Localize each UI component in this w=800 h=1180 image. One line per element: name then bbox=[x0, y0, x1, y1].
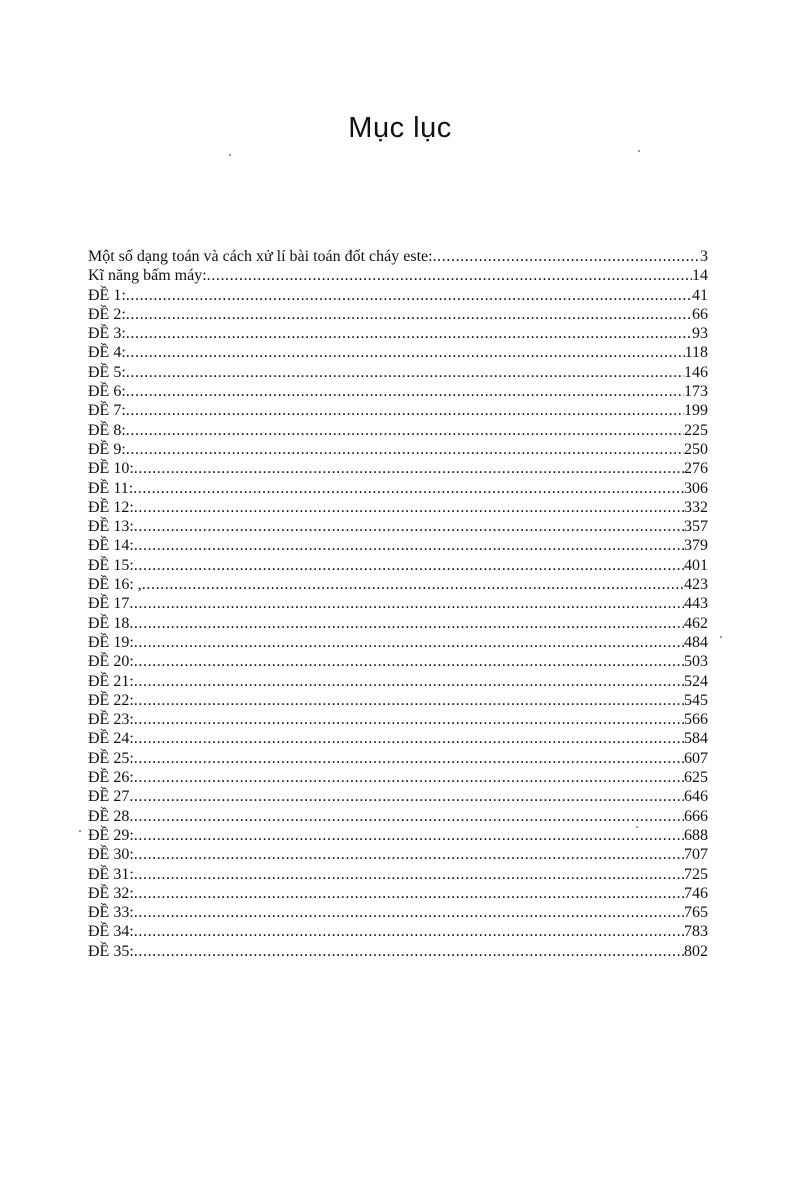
toc-entry-label: ĐỀ 11: bbox=[88, 479, 134, 497]
toc-entry bbox=[88, 305, 708, 324]
dot-leader bbox=[134, 556, 684, 575]
toc-entry-page: 746 bbox=[684, 884, 708, 902]
toc-entry-page: 423 bbox=[684, 576, 708, 594]
toc-entry bbox=[88, 343, 708, 362]
dot-leader bbox=[134, 922, 684, 941]
toc-entry bbox=[88, 729, 708, 748]
toc-entry-label: ĐỀ 33: bbox=[88, 904, 134, 922]
dot-leader bbox=[134, 729, 684, 748]
toc-entry-page: 765 bbox=[684, 904, 708, 922]
toc-entry-label: ĐỀ 6: bbox=[88, 383, 126, 401]
dot-leader bbox=[126, 305, 692, 324]
toc-entry-label: ĐỀ 12: bbox=[88, 498, 134, 516]
toc-entry bbox=[88, 807, 708, 826]
toc-entry-label: ĐỀ 31: bbox=[88, 865, 134, 883]
toc-entry-page: 250 bbox=[684, 440, 708, 458]
dot-leader bbox=[129, 787, 684, 806]
toc-entry-label: ĐỀ 22: bbox=[88, 691, 134, 709]
toc-entry bbox=[88, 652, 708, 671]
toc-entry bbox=[88, 421, 708, 440]
toc-entry-page: 199 bbox=[684, 402, 708, 420]
dot-leader bbox=[126, 324, 692, 343]
toc-entry-label: ĐỀ 18 bbox=[88, 614, 130, 632]
toc-entry bbox=[88, 363, 708, 382]
scan-speck bbox=[229, 154, 231, 156]
toc-entry bbox=[88, 459, 708, 478]
toc-entry-page: 146 bbox=[684, 363, 708, 381]
toc-entry-label: ĐỀ 27 bbox=[88, 788, 130, 806]
toc-entry bbox=[88, 556, 708, 575]
toc-entry-label: ĐỀ 24: bbox=[88, 730, 134, 748]
toc-entry-label: ĐỀ 5: bbox=[88, 363, 126, 381]
toc-entry-label: ĐỀ 32: bbox=[88, 884, 134, 902]
toc-entry-page: 524 bbox=[684, 672, 708, 690]
toc-entry-page: 625 bbox=[684, 769, 708, 787]
toc-entry-label: ĐỀ 28 bbox=[88, 807, 130, 825]
dot-leader bbox=[134, 691, 684, 710]
dot-leader bbox=[134, 517, 684, 536]
toc-entry bbox=[88, 614, 708, 633]
toc-entry-label: ĐỀ 21: bbox=[88, 672, 134, 690]
toc-entry-page: 566 bbox=[684, 711, 708, 729]
scan-speck bbox=[79, 830, 81, 832]
dot-leader bbox=[134, 459, 684, 478]
toc-entry-label: ĐỀ 9: bbox=[88, 440, 126, 458]
toc-entry-page: 607 bbox=[684, 749, 708, 767]
toc-entry bbox=[88, 942, 708, 961]
dot-leader bbox=[134, 826, 684, 845]
dot-leader bbox=[134, 633, 684, 652]
dot-leader bbox=[134, 903, 684, 922]
toc-entry bbox=[88, 575, 708, 594]
toc-entry-label: ĐỀ 10: bbox=[88, 460, 134, 478]
toc-entry bbox=[88, 536, 708, 555]
toc-entry-page: 707 bbox=[684, 846, 708, 864]
toc-entry-page: 379 bbox=[684, 537, 708, 555]
toc-entry-page: 357 bbox=[684, 518, 708, 536]
toc-entry-page: 443 bbox=[684, 595, 708, 613]
dot-leader bbox=[134, 710, 684, 729]
toc-entry bbox=[88, 845, 708, 864]
dot-leader bbox=[134, 672, 684, 691]
toc-entry bbox=[88, 672, 708, 691]
dot-leader bbox=[134, 498, 684, 517]
toc-entry bbox=[88, 286, 708, 305]
toc-entry bbox=[88, 247, 708, 266]
toc-entry-label: ĐỀ 1: bbox=[88, 286, 126, 304]
dot-leader bbox=[126, 401, 684, 420]
toc-entry-page: 545 bbox=[684, 691, 708, 709]
toc-entry bbox=[88, 768, 708, 787]
dot-leader bbox=[207, 266, 692, 285]
dot-leader bbox=[134, 865, 684, 884]
toc-entry bbox=[88, 787, 708, 806]
toc-entry-label: ĐỀ 14: bbox=[88, 537, 134, 555]
dot-leader bbox=[129, 614, 684, 633]
toc-entry-label: ĐỀ 35: bbox=[88, 942, 134, 960]
dot-leader bbox=[134, 942, 684, 961]
toc-entry bbox=[88, 479, 708, 498]
toc-entry-page: 306 bbox=[684, 479, 708, 497]
dot-leader bbox=[126, 363, 684, 382]
dot-leader bbox=[133, 479, 684, 498]
scan-speck bbox=[638, 150, 640, 152]
dot-leader bbox=[129, 594, 684, 613]
toc-entry-page: 802 bbox=[684, 942, 708, 960]
toc-entry-page: 646 bbox=[684, 788, 708, 806]
toc-entry-page: 173 bbox=[684, 383, 708, 401]
toc-entry-label: ĐỀ 34: bbox=[88, 923, 134, 941]
dot-leader bbox=[142, 575, 684, 594]
toc-entry bbox=[88, 922, 708, 941]
toc-entry bbox=[88, 691, 708, 710]
toc-entry-label: ĐỀ 7: bbox=[88, 402, 126, 420]
toc-entry-label: Kĩ năng bấm máy: bbox=[88, 267, 207, 285]
dot-leader bbox=[134, 845, 684, 864]
toc-entry-page: 503 bbox=[684, 653, 708, 671]
toc-entry-page: 3 bbox=[700, 248, 708, 265]
dot-leader bbox=[134, 652, 684, 671]
toc-entry-page: 66 bbox=[692, 305, 708, 323]
dot-leader bbox=[126, 382, 684, 401]
toc-entry bbox=[88, 401, 708, 420]
toc-entry-page: 666 bbox=[684, 807, 708, 825]
toc-entry-label: ĐỀ 8: bbox=[88, 421, 126, 439]
toc-entry-label: ĐỀ 17 bbox=[88, 595, 130, 613]
toc-entry-label: Một số dạng toán và cách xử lí bài toán đốt cháy este: bbox=[88, 248, 433, 265]
toc-entry-page: 462 bbox=[684, 614, 708, 632]
dot-leader bbox=[134, 884, 684, 903]
toc-entry-label: ĐỀ 16: , bbox=[88, 576, 142, 594]
toc-entry-label: ĐỀ 30: bbox=[88, 846, 134, 864]
toc-entry-label: ĐỀ 29: bbox=[88, 826, 134, 844]
scan-speck bbox=[720, 636, 722, 638]
toc-entry-page: 401 bbox=[684, 556, 708, 574]
toc-entry-page: 725 bbox=[684, 865, 708, 883]
toc-entry-label: ĐỀ 2: bbox=[88, 305, 126, 323]
toc-entry bbox=[88, 324, 708, 343]
page-title: Mục lục bbox=[348, 112, 452, 144]
dot-leader bbox=[126, 440, 684, 459]
toc-entry-label: ĐỀ 26: bbox=[88, 769, 134, 787]
toc-entry-label: ĐỀ 19: bbox=[88, 633, 134, 651]
toc-entry-page: 484 bbox=[684, 633, 708, 651]
dot-leader bbox=[126, 286, 692, 305]
toc-entry bbox=[88, 498, 708, 517]
toc-entry-label: ĐỀ 15: bbox=[88, 556, 134, 574]
scan-speck bbox=[636, 826, 638, 828]
toc-entry bbox=[88, 594, 708, 613]
toc-entry-label: ĐỀ 4: bbox=[88, 344, 126, 362]
toc-entry-page: 225 bbox=[684, 421, 708, 439]
toc-entry-label: ĐỀ 13: bbox=[88, 518, 134, 536]
toc-entry bbox=[88, 865, 708, 884]
dot-leader bbox=[129, 807, 684, 826]
toc-entry bbox=[88, 749, 708, 768]
dot-leader bbox=[134, 536, 684, 555]
toc-entry-page: 332 bbox=[684, 498, 708, 516]
dot-leader bbox=[126, 343, 685, 362]
toc-entry-label: ĐỀ 3: bbox=[88, 325, 126, 343]
toc-entry-label: ĐỀ 20: bbox=[88, 653, 134, 671]
toc-entry-page: 41 bbox=[692, 286, 708, 304]
toc-entry-page: 93 bbox=[692, 325, 708, 343]
toc-entry bbox=[88, 633, 708, 652]
dot-leader bbox=[134, 749, 684, 768]
toc-entry-page: 118 bbox=[684, 344, 708, 362]
toc-entry bbox=[88, 826, 708, 845]
toc-entry bbox=[88, 266, 708, 285]
toc-entry-label: ĐỀ 23: bbox=[88, 711, 134, 729]
toc-entry-page: 14 bbox=[692, 267, 708, 285]
toc-entry-page: 584 bbox=[684, 730, 708, 748]
toc-entry bbox=[88, 440, 708, 459]
toc-entry bbox=[88, 884, 708, 903]
toc-entry-page: 688 bbox=[684, 826, 708, 844]
toc-entry-page: 276 bbox=[684, 460, 708, 478]
toc-entry-label: ĐỀ 25: bbox=[88, 749, 134, 767]
toc-entry bbox=[88, 710, 708, 729]
toc-entry bbox=[88, 382, 708, 401]
dot-leader bbox=[126, 421, 684, 440]
table-of-contents bbox=[88, 247, 708, 961]
dot-leader bbox=[433, 247, 700, 266]
dot-leader bbox=[134, 768, 684, 787]
toc-entry bbox=[88, 517, 708, 536]
toc-entry-page: 783 bbox=[684, 923, 708, 941]
toc-entry bbox=[88, 903, 708, 922]
